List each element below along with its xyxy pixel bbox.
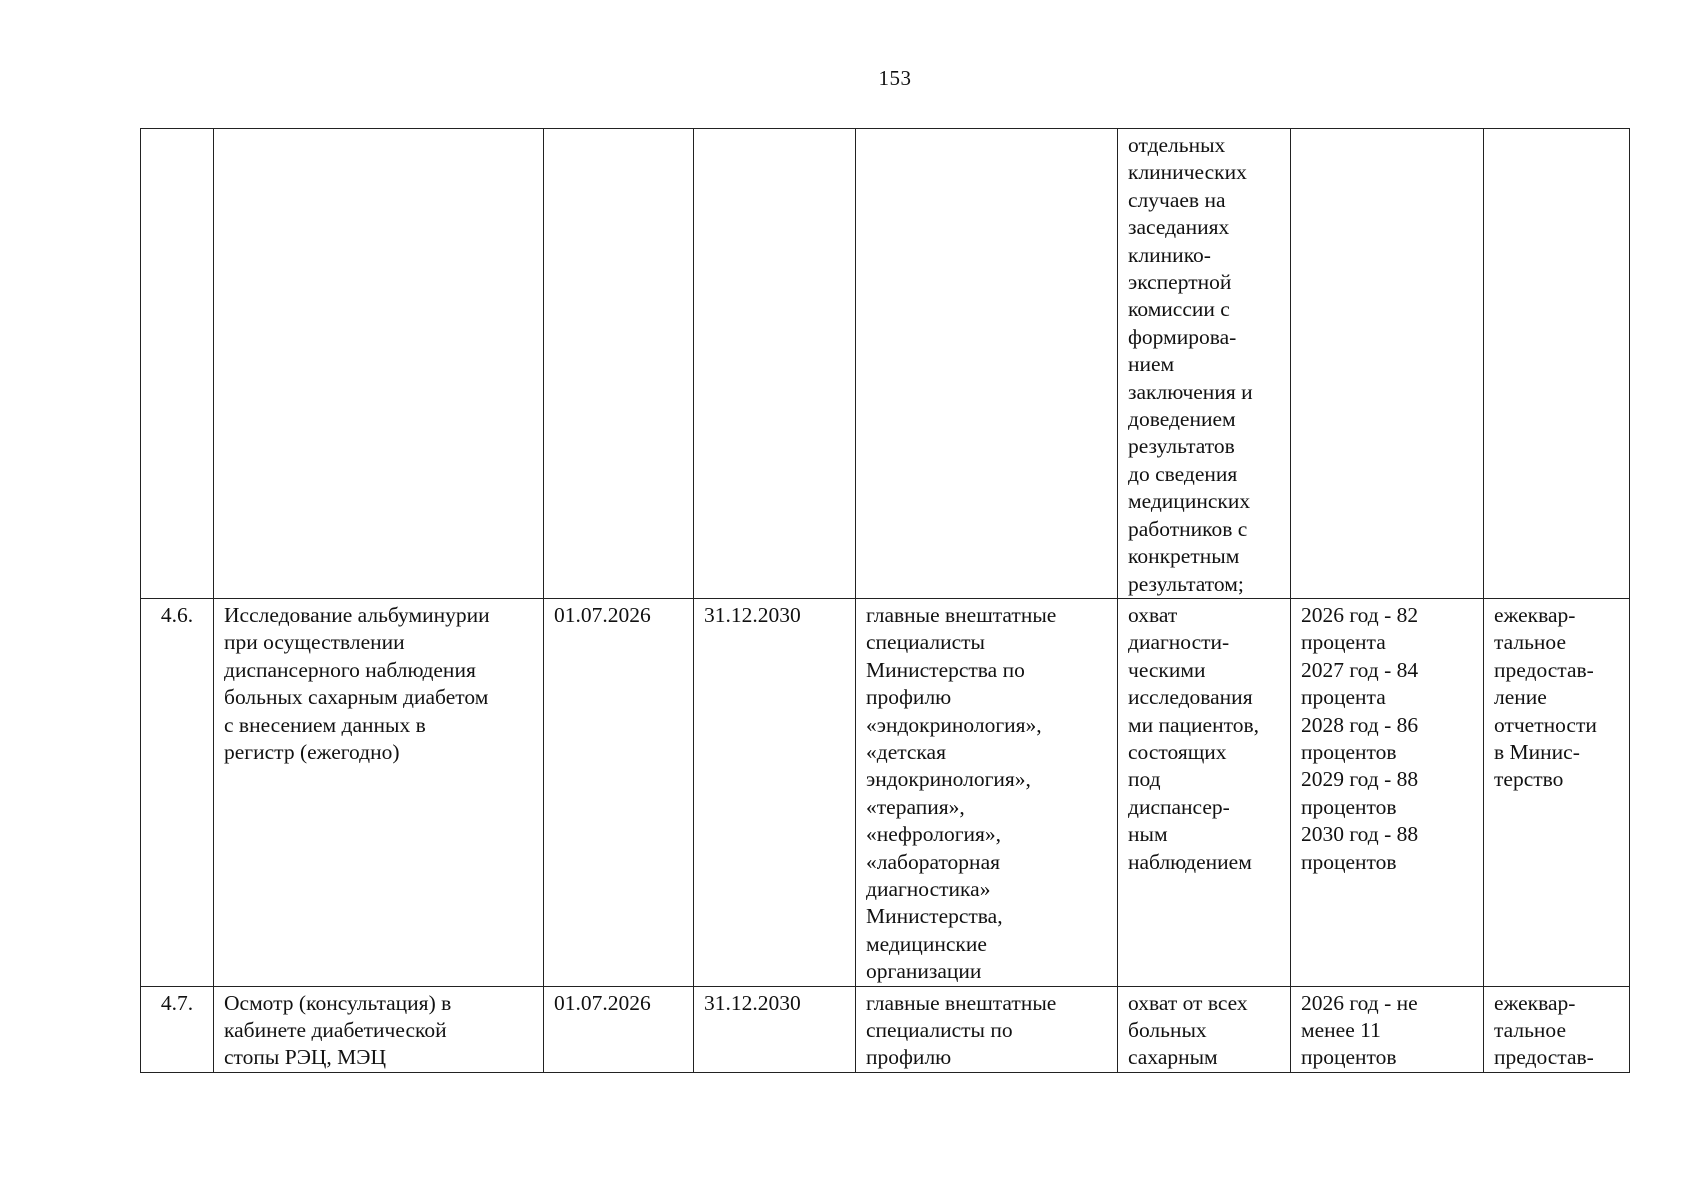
activity-cell: Осмотр (консультация) в кабинете диабетической стопы РЭЦ, МЭЦ — [214, 986, 544, 1072]
target-cell — [1291, 129, 1484, 599]
activity-cell: Исследование альбуминурии при осуществлении диспансерного наблюдения больных сахарным диабетом с внесением данных в регистр (ежегодно) — [214, 598, 544, 986]
start-date-cell: 01.07.2026 — [544, 986, 694, 1072]
result-cell: отдельных клинических случаев на заседаниях клинико- экспертной комиссии с формирова- нием заключения и доведением результатов до сведения медицинских работников с конкретным результатом; — [1118, 129, 1291, 599]
table-row — [141, 598, 1630, 986]
row-number-cell — [141, 129, 214, 599]
row-number-cell: 4.7. — [141, 986, 214, 1072]
start-date-cell: 01.07.2026 — [544, 598, 694, 986]
responsible-cell: главные внештатные специалисты по профилю — [856, 986, 1118, 1072]
target-cell: 2026 год - не менее 11 процентов — [1291, 986, 1484, 1072]
end-date-cell: 31.12.2030 — [694, 986, 856, 1072]
reporting-cell — [1484, 129, 1630, 599]
result-cell: охват диагности- ческими исследования ми пациентов, состоящих под диспансер- ным наблюдением — [1118, 598, 1291, 986]
reporting-cell: ежеквар- тальное предостав- ление отчетности в Минис- терство — [1484, 598, 1630, 986]
activities-table — [140, 128, 1630, 1073]
start-date-cell — [544, 129, 694, 599]
page-number: 153 — [878, 66, 912, 90]
end-date-cell — [694, 129, 856, 599]
row-number-cell: 4.6. — [141, 598, 214, 986]
table-row — [141, 986, 1630, 1072]
responsible-cell: главные внештатные специалисты Министерства по профилю «эндокринология», «детская эндокринология», «терапия», «нефрология», «лабораторная диагностика» Министерства, медицинские организации — [856, 598, 1118, 986]
target-cell: 2026 год - 82 процента 2027 год - 84 процента 2028 год - 86 процентов 2029 год - 88 процентов 2030 год - 88 процентов — [1291, 598, 1484, 986]
end-date-cell: 31.12.2030 — [694, 598, 856, 986]
activity-cell — [214, 129, 544, 599]
responsible-cell — [856, 129, 1118, 599]
table-row — [141, 129, 1630, 599]
result-cell: охват от всех больных сахарным — [1118, 986, 1291, 1072]
reporting-cell: ежеквар- тальное предостав- — [1484, 986, 1630, 1072]
